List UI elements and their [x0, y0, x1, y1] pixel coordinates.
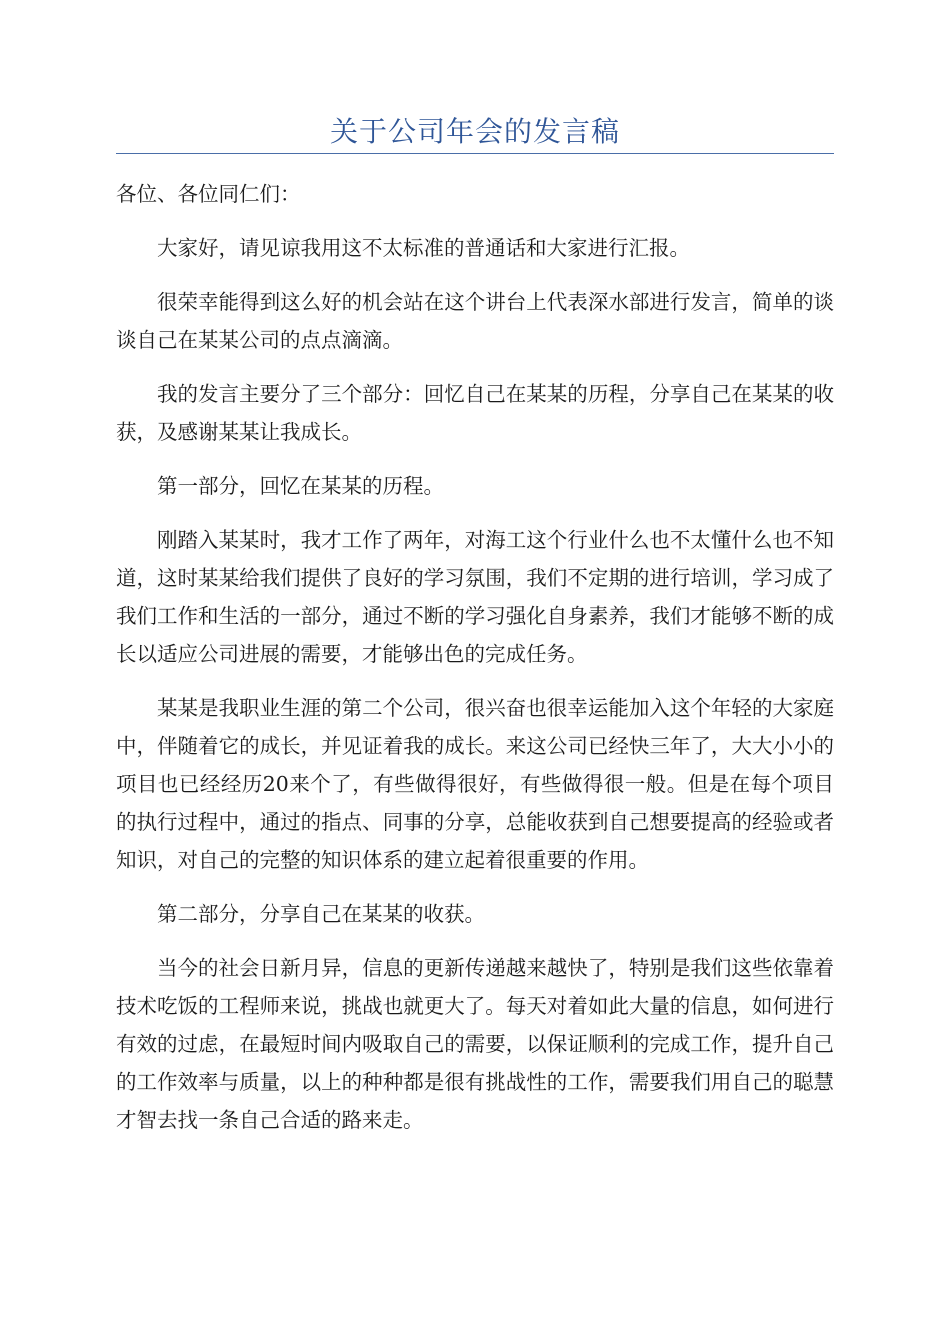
- body-paragraph: 很荣幸能得到这么好的机会站在这个讲台上代表深水部进行发言，简单的谈谈自己在某某公司的点点滴滴。: [116, 290, 834, 352]
- section-heading-paragraph: 第一部分，回忆在某某的历程。: [157, 474, 444, 498]
- document-body: [116, 175, 834, 1155]
- section-heading-paragraph: 第二部分，分享自己在某某的收获。: [157, 902, 485, 926]
- body-paragraph: 当今的社会日新月异，信息的更新传递越来越快了，特别是我们这些依靠着技术吃饭的工程师来说，挑战也就更大了。每天对着如此大量的信息，如何进行有效的过虑，在最短时间内吸取自己的需要，以保证顺利的完成工作，提升自己的工作效率与质量，以上的种种都是很有挑战性的工作，需要我们用自己的聪慧才智去找一条自己合适的路来走。: [116, 956, 834, 1132]
- greeting-paragraph: 各位、各位同仁们：: [116, 182, 301, 206]
- body-paragraph: 我的发言主要分了三个部分：回忆自己在某某的历程，分享自己在某某的收获，及感谢某某让我成长。: [116, 382, 834, 444]
- body-paragraph: 某某是我职业生涯的第二个公司，很兴奋也很幸运能加入这个年轻的大家庭中，伴随着它的成长，并见证着我的成长。来这公司已经快三年了，大大小小的项目也已经经历20来个了，有些做得很好，有些做得很一般。但是在每个项目的执行过程中，通过的指点、同事的分享，总能收获到自己想要提高的经验或者知识，对自己的完整的知识体系的建立起着很重要的作用。: [116, 696, 834, 872]
- body-paragraph: 大家好，请见谅我用这不太标准的普通话和大家进行汇报。: [157, 236, 690, 260]
- body-paragraph: 刚踏入某某时，我才工作了两年，对海工这个行业什么也不太懂什么也不知道，这时某某给我们提供了良好的学习氛围，我们不定期的进行培训，学习成了我们工作和生活的一部分，通过不断的学习强化自身素养，我们才能够不断的成长以适应公司进展的需要，才能够出色的完成任务。: [116, 528, 834, 666]
- title-underline: [116, 153, 834, 154]
- document-title: 关于公司年会的发言稿: [329, 115, 620, 148]
